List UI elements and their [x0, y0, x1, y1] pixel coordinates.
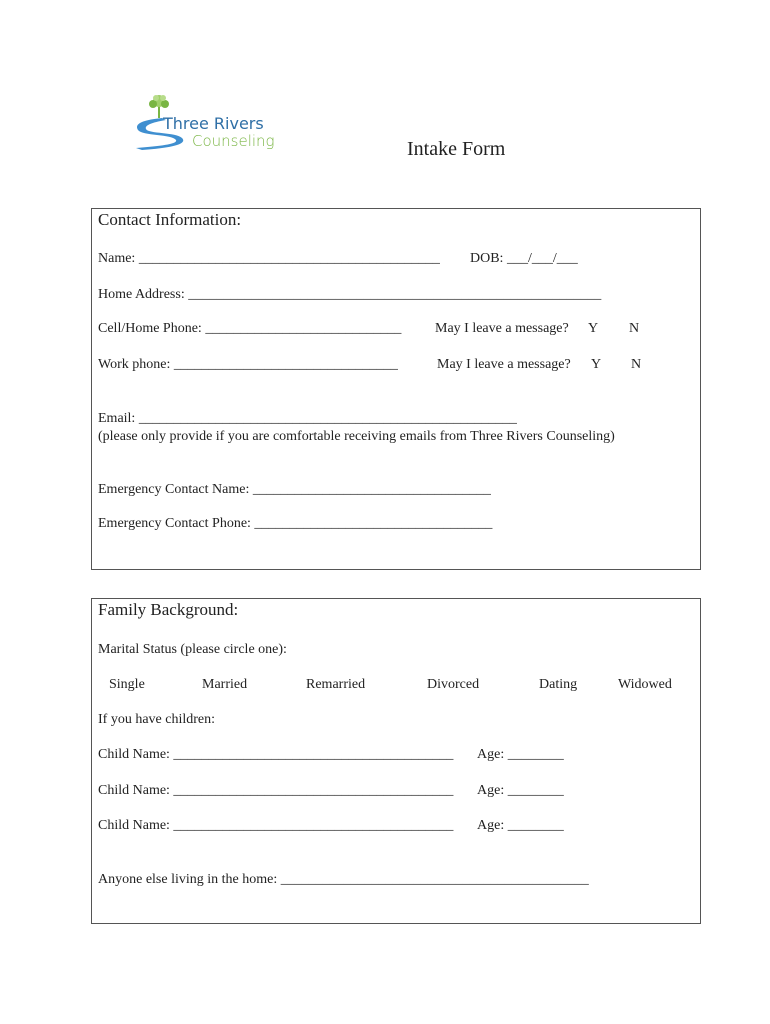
marital-option-remarried[interactable]: Remarried [306, 677, 366, 692]
cell-message-yes-option[interactable]: Y [588, 321, 599, 336]
logo-text-line2: Counseling [192, 132, 275, 150]
cell-message-question: May I leave a message? [435, 321, 569, 336]
family-background-section [91, 598, 701, 924]
child-name-field[interactable]: Child Name: ________________________________________ [98, 783, 454, 798]
marital-option-single[interactable]: Single [109, 677, 145, 692]
children-label: If you have children: [98, 712, 216, 727]
contact-information-section [91, 208, 701, 570]
marital-status-label: Marital Status (please circle one): [98, 642, 287, 657]
family-section-heading: Family Background: [98, 600, 239, 619]
work-message-question: May I leave a message? [437, 357, 571, 372]
logo-text-line1: Three Rivers [163, 114, 264, 133]
marital-option-widowed[interactable]: Widowed [618, 677, 672, 692]
home-address-field[interactable]: Home Address: ___________________________________________________________ [98, 287, 602, 302]
cell-phone-field[interactable]: Cell/Home Phone: ____________________________ [98, 321, 402, 336]
cell-message-no-option[interactable]: N [629, 321, 640, 336]
emergency-contact-phone-field[interactable]: Emergency Contact Phone: __________________________________ [98, 516, 493, 531]
child-age-field[interactable]: Age: ________ [477, 818, 564, 833]
marital-option-divorced[interactable]: Divorced [427, 677, 480, 692]
name-field[interactable]: Name: ___________________________________________ [98, 251, 440, 266]
email-field[interactable]: Email: ______________________________________________________ [98, 411, 517, 426]
contact-section-heading: Contact Information: [98, 210, 242, 229]
work-message-no-option[interactable]: N [631, 357, 642, 372]
marital-option-married[interactable]: Married [202, 677, 248, 692]
child-age-field[interactable]: Age: ________ [477, 747, 564, 762]
work-phone-field[interactable]: Work phone: ________________________________ [98, 357, 398, 372]
child-age-field[interactable]: Age: ________ [477, 783, 564, 798]
form-title: Intake Form [407, 138, 506, 160]
dob-field[interactable]: DOB: ___/___/___ [470, 251, 578, 266]
child-name-field[interactable]: Child Name: ________________________________________ [98, 747, 454, 762]
marital-option-dating[interactable]: Dating [539, 677, 578, 692]
child-name-field[interactable]: Child Name: ________________________________________ [98, 818, 454, 833]
emergency-contact-name-field[interactable]: Emergency Contact Name: __________________________________ [98, 482, 491, 497]
work-message-yes-option[interactable]: Y [591, 357, 602, 372]
email-note: (please only provide if you are comfortable receiving emails from Three Rivers Counseling) [98, 429, 615, 444]
three-rivers-logo [132, 94, 292, 154]
anyone-else-living-field[interactable]: Anyone else living in the home: ____________________________________________ [98, 872, 589, 887]
